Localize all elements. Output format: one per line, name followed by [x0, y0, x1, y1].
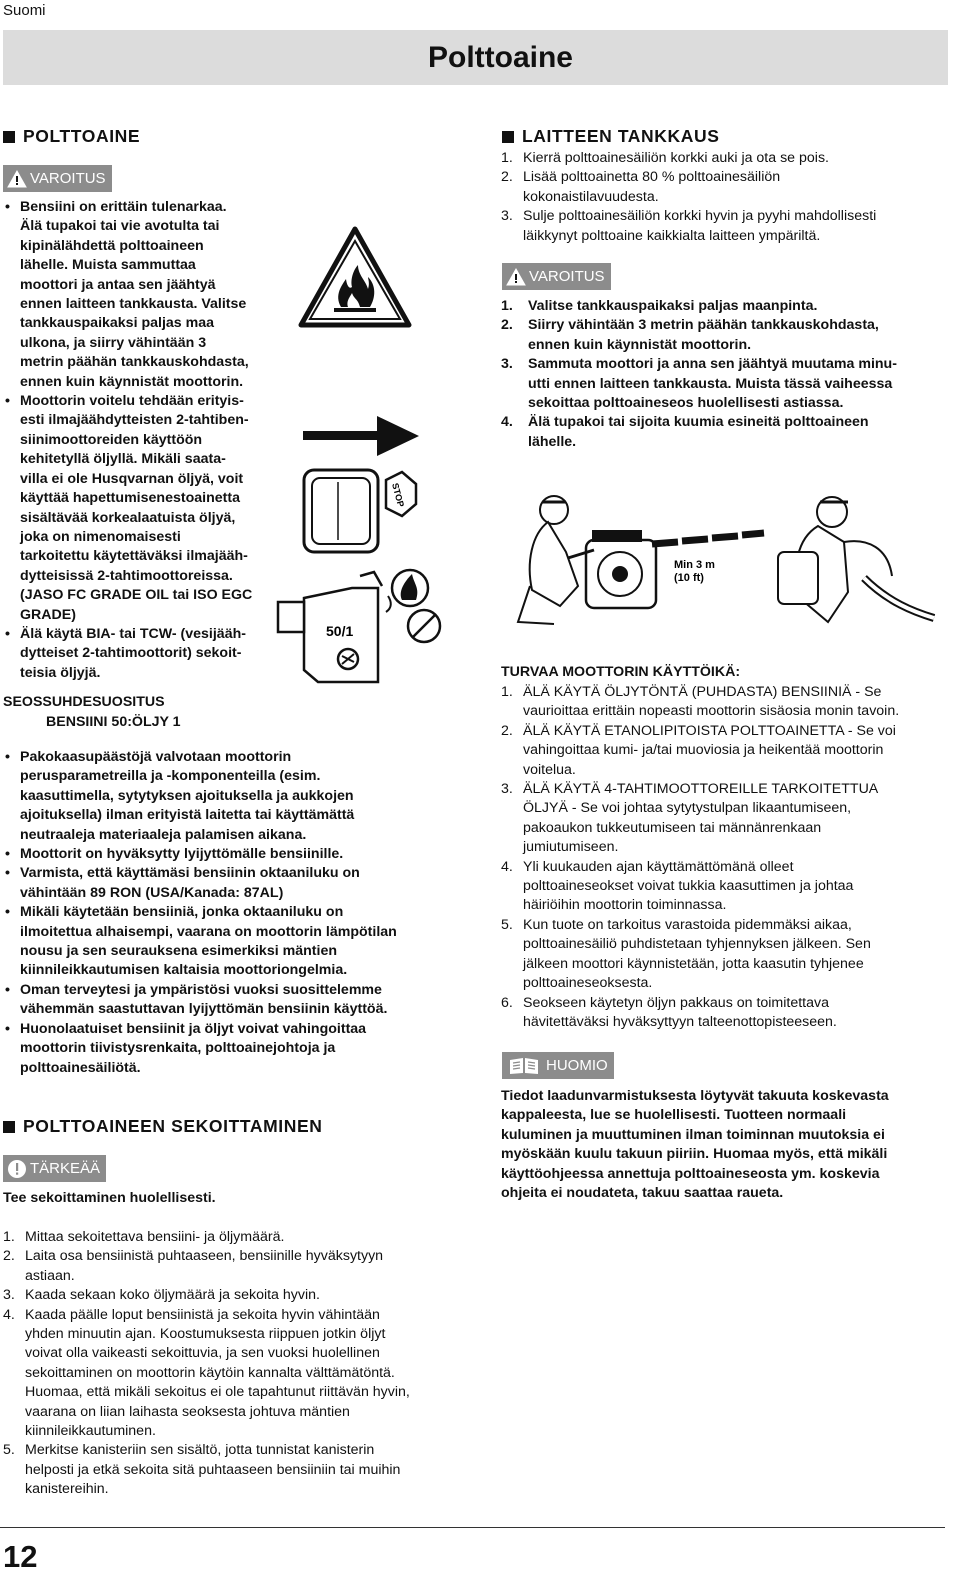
- item-number: 4.: [3, 1306, 15, 1323]
- list-item: [3, 864, 443, 903]
- text-line: Lisää polttoainetta 80 % polttoainesäiliön: [523, 169, 781, 186]
- page-number: 12: [3, 1539, 38, 1574]
- ratio-title: SEOSSUHDESUOSITUS: [3, 694, 165, 710]
- note-text: [501, 1087, 946, 1203]
- text-line: kappaleesta, lue se huolellisesti. Tuotteen normaali: [501, 1107, 847, 1124]
- section-title: POLTTOAINE: [23, 126, 141, 146]
- item-number: 5.: [501, 916, 513, 933]
- list-item: [501, 683, 946, 722]
- text-line: GRADE): [20, 606, 76, 623]
- list-item: [501, 316, 941, 355]
- list-item: [501, 780, 946, 858]
- item-number: 1.: [3, 1229, 15, 1245]
- text-line: Yli kuukauden ajan käyttämättömänä olleet: [523, 858, 794, 875]
- item-number: 4.: [501, 414, 513, 431]
- text-line: kiinnileikkautuminen.: [25, 1423, 156, 1440]
- text-line: Seokseen käytetyn öljyn pakkaus on toimitettava: [523, 994, 829, 1011]
- text-line: kehitetyllä öljyllä. Mikäli saata-: [20, 451, 226, 468]
- text-line: pakoaukon tukkeutumiseen tai männänrenkaan: [523, 819, 822, 836]
- text-line: voitelua.: [523, 761, 576, 778]
- footer-rule: [0, 1527, 945, 1528]
- text-line: ajoituksella) ilman erityistä laitetta tai käyttämättä: [20, 807, 355, 824]
- text-line: jälkeen moottori käynnistetään, jotta kaasutin tyhjenee: [523, 955, 864, 972]
- text-line: neutraaleja materiaaleja palamisen aikana.: [20, 826, 307, 843]
- text-line: moottorin tiivistysrenkaita, polttoainejohtoja ja: [20, 1040, 336, 1057]
- list-item: [501, 355, 941, 413]
- list-item: [3, 1306, 448, 1442]
- text-line: • Oman terveytesi ja ympäristösi vuoksi suosittelemme: [20, 981, 382, 998]
- text-line: ennen kuin käynnistät moottorin.: [528, 336, 752, 353]
- text-line: polttoaineseoksesta.: [523, 975, 653, 992]
- text-line: Mittaa sekoitettava bensiini- ja öljymäärä.: [25, 1229, 285, 1245]
- text-line: sekoittaa polttoaineseos huolellisesti astiassa.: [528, 395, 844, 412]
- text-line: teisia öljyjä.: [20, 664, 101, 681]
- text-line: Kaada päälle loput bensiinistä ja sekoita hyvin vähintään: [25, 1306, 380, 1323]
- text-line: helposti ja etkä sekoita sitä puhtaaseen bensiiniin tai muihin: [25, 1461, 401, 1478]
- fuel-can-cap-stop-icon: [298, 462, 423, 557]
- list-item: [501, 149, 941, 168]
- text-line: nousu ja sen seurauksena esimerkiksi mäntien: [20, 943, 337, 960]
- list-item: [501, 916, 946, 994]
- list-item: [3, 845, 443, 864]
- title-bar: [3, 30, 948, 85]
- item-number: 3.: [501, 208, 513, 225]
- section-title: POLTTOAINEEN SEKOITTAMINEN: [23, 1116, 323, 1136]
- item-number: 6.: [501, 994, 513, 1011]
- warning-triangle-icon: [7, 170, 27, 188]
- refuel-steps-list: [501, 149, 941, 246]
- list-item: [3, 392, 293, 625]
- fuel-canister-icon: [274, 566, 449, 688]
- text-line: ulkona, ja siirry vähintään 3: [20, 334, 207, 351]
- text-line: siinimoottoreiden käyttöön: [20, 431, 203, 448]
- text-line: tankkauspaikaksi paljas maa: [20, 315, 215, 332]
- item-number: 2.: [3, 1248, 15, 1265]
- text-line: Tiedot laadunvarmistuksesta löytyvät takuuta koskevasta: [501, 1088, 889, 1104]
- text-line: ilmoitettua alhaisempi, vaarana on moottorin lämpötilan: [20, 923, 397, 940]
- text-line: metrin päähän tankkauskohdasta,: [20, 354, 249, 371]
- item-number: 2.: [501, 317, 513, 334]
- warning-triangle-icon: [506, 268, 526, 286]
- safe-title: TURVAA MOOTTORIN KÄYTTÖIKÄ:: [501, 664, 741, 680]
- text-line: • Huonolaatuiset bensiinit ja öljyt voivat vahingoittaa: [20, 1020, 367, 1037]
- text-line: käyttää hapettumisenestoainetta: [20, 490, 240, 507]
- text-line: tarkoitettu käytettäväksi ilmajääh-: [20, 548, 248, 565]
- refuelling-distance-illustration: [508, 482, 936, 632]
- text-line: ÄLÄ KÄYTÄ 4-TAHTIMOOTTOREILLE TARKOITETTUA: [523, 781, 879, 798]
- text-line: vaarana on liian laihasta seoksesta johtuva mäntien: [25, 1403, 350, 1420]
- text-line: kipinälähdettä polttoaineen: [20, 237, 204, 254]
- text-line: häiriöihin moottorin toiminnassa.: [523, 897, 727, 914]
- text-line: vähintään 89 RON (USA/Kanada: 87AL): [20, 884, 284, 901]
- text-line: Sammuta moottori ja anna sen jäähtyä muutama minu-: [528, 356, 897, 373]
- item-number: 5.: [3, 1442, 15, 1459]
- text-line: polttoainesäiliötä.: [20, 1059, 141, 1076]
- text-line: Älä tupakoi tai sijoita kuumia esineitä polttoaineen: [528, 414, 869, 431]
- text-line: kiinnileikkautumisen kaltaisia moottoriongelmia.: [20, 962, 348, 979]
- list-item: [3, 198, 293, 392]
- list-item: [501, 207, 941, 246]
- text-line: ÄLÄ KÄYTÄ ETANOLIPITOISTA POLTTOAINETTA - Se voi: [523, 722, 896, 739]
- text-line: joka on nimenomaisesti: [20, 528, 181, 545]
- exclamation-circle-icon: [7, 1159, 27, 1179]
- list-item: [501, 994, 946, 1033]
- list-item: [3, 1247, 448, 1286]
- text-line: (JASO FC GRADE OIL tai ISO EGC: [20, 587, 253, 604]
- text-line: sekoittaminen on moottorin käytöin kannalta välttämätöntä.: [25, 1364, 395, 1381]
- text-line: • Pakokaasupäästöjä valvotaan moottorin: [20, 749, 292, 765]
- list-item: [3, 748, 443, 845]
- warning-badge-right: [502, 263, 611, 290]
- text-line: vaurioittaa erittäin nopeasti moottorin sisäosia monin tavoin.: [523, 703, 900, 720]
- text-line: perusparametreilla ja -komponenteilla (esim.: [20, 768, 321, 785]
- item-number: 1.: [501, 150, 513, 166]
- text-line: Merkitse kanisteriin sen sisältö, jotta tunnistat kanisterin: [25, 1442, 375, 1459]
- text-line: Laita osa bensiinistä puhtaaseen, bensiinille hyväksytyyn: [25, 1248, 384, 1265]
- list-item: [501, 297, 941, 316]
- item-number: 1.: [501, 684, 513, 700]
- mixing-steps-list: [3, 1228, 448, 1500]
- important-label: TÄRKEÄÄ: [30, 1160, 101, 1177]
- text-line: • Mikäli käytetään bensiiniä, jonka oktaaniluku on: [20, 904, 344, 921]
- fuel-notes-list: [3, 748, 443, 1078]
- text-line: ohjeita ei noudateta, takuu saattaa raueta.: [501, 1185, 784, 1202]
- book-icon: [509, 1057, 539, 1075]
- text-line: astiaan.: [25, 1267, 75, 1284]
- text-line: lähelle. Muista sammuttaa: [20, 257, 196, 274]
- warning-label: VAROITUS: [30, 170, 106, 187]
- text-line: • Bensiini on erittäin tulenarkaa.: [20, 199, 227, 215]
- item-number: 2.: [501, 722, 513, 739]
- item-number: 3.: [501, 781, 513, 798]
- text-line: Huomaa, että mikäli sekoitus ei ole tapahtunut riittävän hyvin,: [25, 1384, 410, 1401]
- text-line: myöskään kuulu takuun piiriin. Huomaa myös, että mikäli: [501, 1146, 888, 1163]
- ratio-value: BENSIINI 50:ÖLJY 1: [46, 714, 181, 730]
- text-line: villa ei ole Husqvarnan öljyä, voit: [20, 470, 244, 487]
- text-line: Kun tuote on tarkoitus varastoida pidemmäksi aikaa,: [523, 916, 852, 933]
- item-number: 4.: [501, 858, 513, 875]
- item-number: 1.: [501, 298, 513, 314]
- text-line: dytteisissä 2-tahtimoottoreissa.: [20, 567, 233, 584]
- text-line: sisältävää korkealaatuista öljyä,: [20, 509, 236, 526]
- important-text: Tee sekoittaminen huolellisesti.: [3, 1190, 216, 1206]
- text-line: • Varmista, että käyttämäsi bensiinin oktaaniluku on: [20, 865, 360, 882]
- arrow-right-icon: [303, 412, 421, 460]
- text-line: • Moottorin voitelu tehdään erityis-: [20, 393, 244, 410]
- flammable-warning-icon: [296, 225, 414, 330]
- note-badge: [502, 1052, 614, 1079]
- text-line: ennen kuin käynnistät moottorin.: [20, 373, 244, 390]
- list-item: [3, 903, 443, 981]
- list-item: [3, 1020, 443, 1078]
- section-title: LAITTEEN TANKKAUS: [522, 126, 720, 146]
- important-badge: [3, 1155, 106, 1182]
- list-item: [3, 625, 293, 683]
- text-line: vähemmän saastuttavan lyijyttömän bensiinin käyttöä.: [20, 1001, 388, 1018]
- warning-label: VAROITUS: [529, 268, 605, 285]
- list-item: [3, 1286, 448, 1305]
- list-item: [501, 858, 946, 916]
- square-bullet-icon: [3, 131, 15, 143]
- text-line: kokonaistilavuudesta.: [523, 188, 659, 205]
- item-number: 3.: [501, 356, 513, 373]
- fuel-warning-list: [3, 198, 293, 683]
- note-label: HUOMIO: [546, 1057, 608, 1074]
- section-heading-fuel: [3, 127, 140, 146]
- text-line: ÖLJYÄ - Se voi johtaa sytytystulpan likaantumiseen,: [523, 800, 852, 817]
- text-line: käyttöohjeessa annettuja polttoaineseosta ym. koskevia: [501, 1165, 880, 1182]
- text-line: lähelle.: [528, 433, 577, 450]
- square-bullet-icon: [502, 131, 514, 143]
- item-number: 3.: [3, 1287, 15, 1304]
- text-line: läikkynyt polttoaine kaikkialta laitteen ympäriltä.: [523, 227, 821, 244]
- square-bullet-icon: [3, 1121, 15, 1133]
- text-line: esti ilmajäähdytteisten 2-tahtiben-: [20, 412, 249, 429]
- list-item: [501, 722, 946, 780]
- distance-label-line2: (10 ft): [674, 572, 704, 584]
- distance-label-line1: Min 3 m: [674, 559, 715, 571]
- text-line: hävitettäväksi hyväksyttyyn talteenottopisteeseen.: [523, 1013, 837, 1030]
- text-line: Älä tupakoi tai vie avotulta tai: [20, 218, 220, 235]
- text-line: ennen laitteen tankkausta. Valitse: [20, 296, 247, 313]
- text-line: ÄLÄ KÄYTÄ ÖLJYTÖNTÄ (PUHDASTA) BENSIINIÄ - Se: [523, 684, 882, 700]
- list-item: [501, 168, 941, 207]
- section-heading-refuelling: [502, 127, 720, 146]
- ratio-label: 50/1: [326, 623, 354, 639]
- text-line: voivat olla vaikeasti sekoittuvia, ja sen vuoksi huolellinen: [25, 1345, 380, 1362]
- item-number: 2.: [501, 169, 513, 186]
- text-line: kanistereihin.: [25, 1481, 109, 1498]
- text-line: kuluminen ja muuttuminen ilman toiminnan muutoksia ei: [501, 1126, 885, 1143]
- stop-sign-text: STOP: [390, 481, 406, 509]
- list-item: [3, 981, 443, 1020]
- text-line: • Moottorit on hyväksytty lyijyttömälle bensiinille.: [20, 846, 344, 863]
- text-line: polttoaineseokset voivat tukkia kaasuttimen ja johtaa: [523, 878, 854, 895]
- page-title: Polttoaine: [427, 41, 573, 74]
- refuel-warning-list: [501, 297, 941, 452]
- warning-badge: [3, 165, 112, 192]
- text-line: polttoainesäiliö puhdistetaan tyhjennyksen jälkeen. Sen: [523, 936, 871, 953]
- text-line: Kierrä polttoainesäiliön korkki auki ja ota se pois.: [523, 150, 829, 166]
- text-line: moottori ja antaa sen jäähtyä: [20, 276, 216, 293]
- text-line: • Älä käytä BIA- tai TCW- (vesijääh-: [20, 625, 246, 642]
- text-line: Sulje polttoainesäiliön korkki hyvin ja pyyhi mahdollisesti: [523, 208, 877, 225]
- list-item: [501, 413, 941, 452]
- text-line: Valitse tankkauspaikaksi paljas maanpinta.: [528, 298, 818, 314]
- engine-life-list: [501, 683, 946, 1032]
- text-line: jumiutumiseen.: [523, 839, 619, 856]
- list-item: [3, 1228, 448, 1247]
- list-item: [3, 1441, 448, 1499]
- text-line: utti ennen laitteen tankkausta. Muista tässä vaiheessa: [528, 375, 893, 392]
- section-heading-mixing: [3, 1117, 323, 1136]
- text-line: vahingoittaa kumi- ja/tai muoviosia ja heikentää moottorin: [523, 742, 884, 759]
- language-label: Suomi: [3, 2, 46, 19]
- text-line: dytteiset 2-tahtimoottorit) sekoit-: [20, 645, 242, 662]
- text-line: Kaada sekaan koko öljymäärä ja sekoita hyvin.: [25, 1287, 320, 1304]
- text-line: kaasuttimella, sytytyksen ajoituksella ja aukkojen: [20, 787, 354, 804]
- text-line: yhden minuutin ajan. Koostumuksesta riippuen jotkin öljyt: [25, 1326, 386, 1343]
- text-line: Siirry vähintään 3 metrin päähän tankkauskohdasta,: [528, 317, 879, 334]
